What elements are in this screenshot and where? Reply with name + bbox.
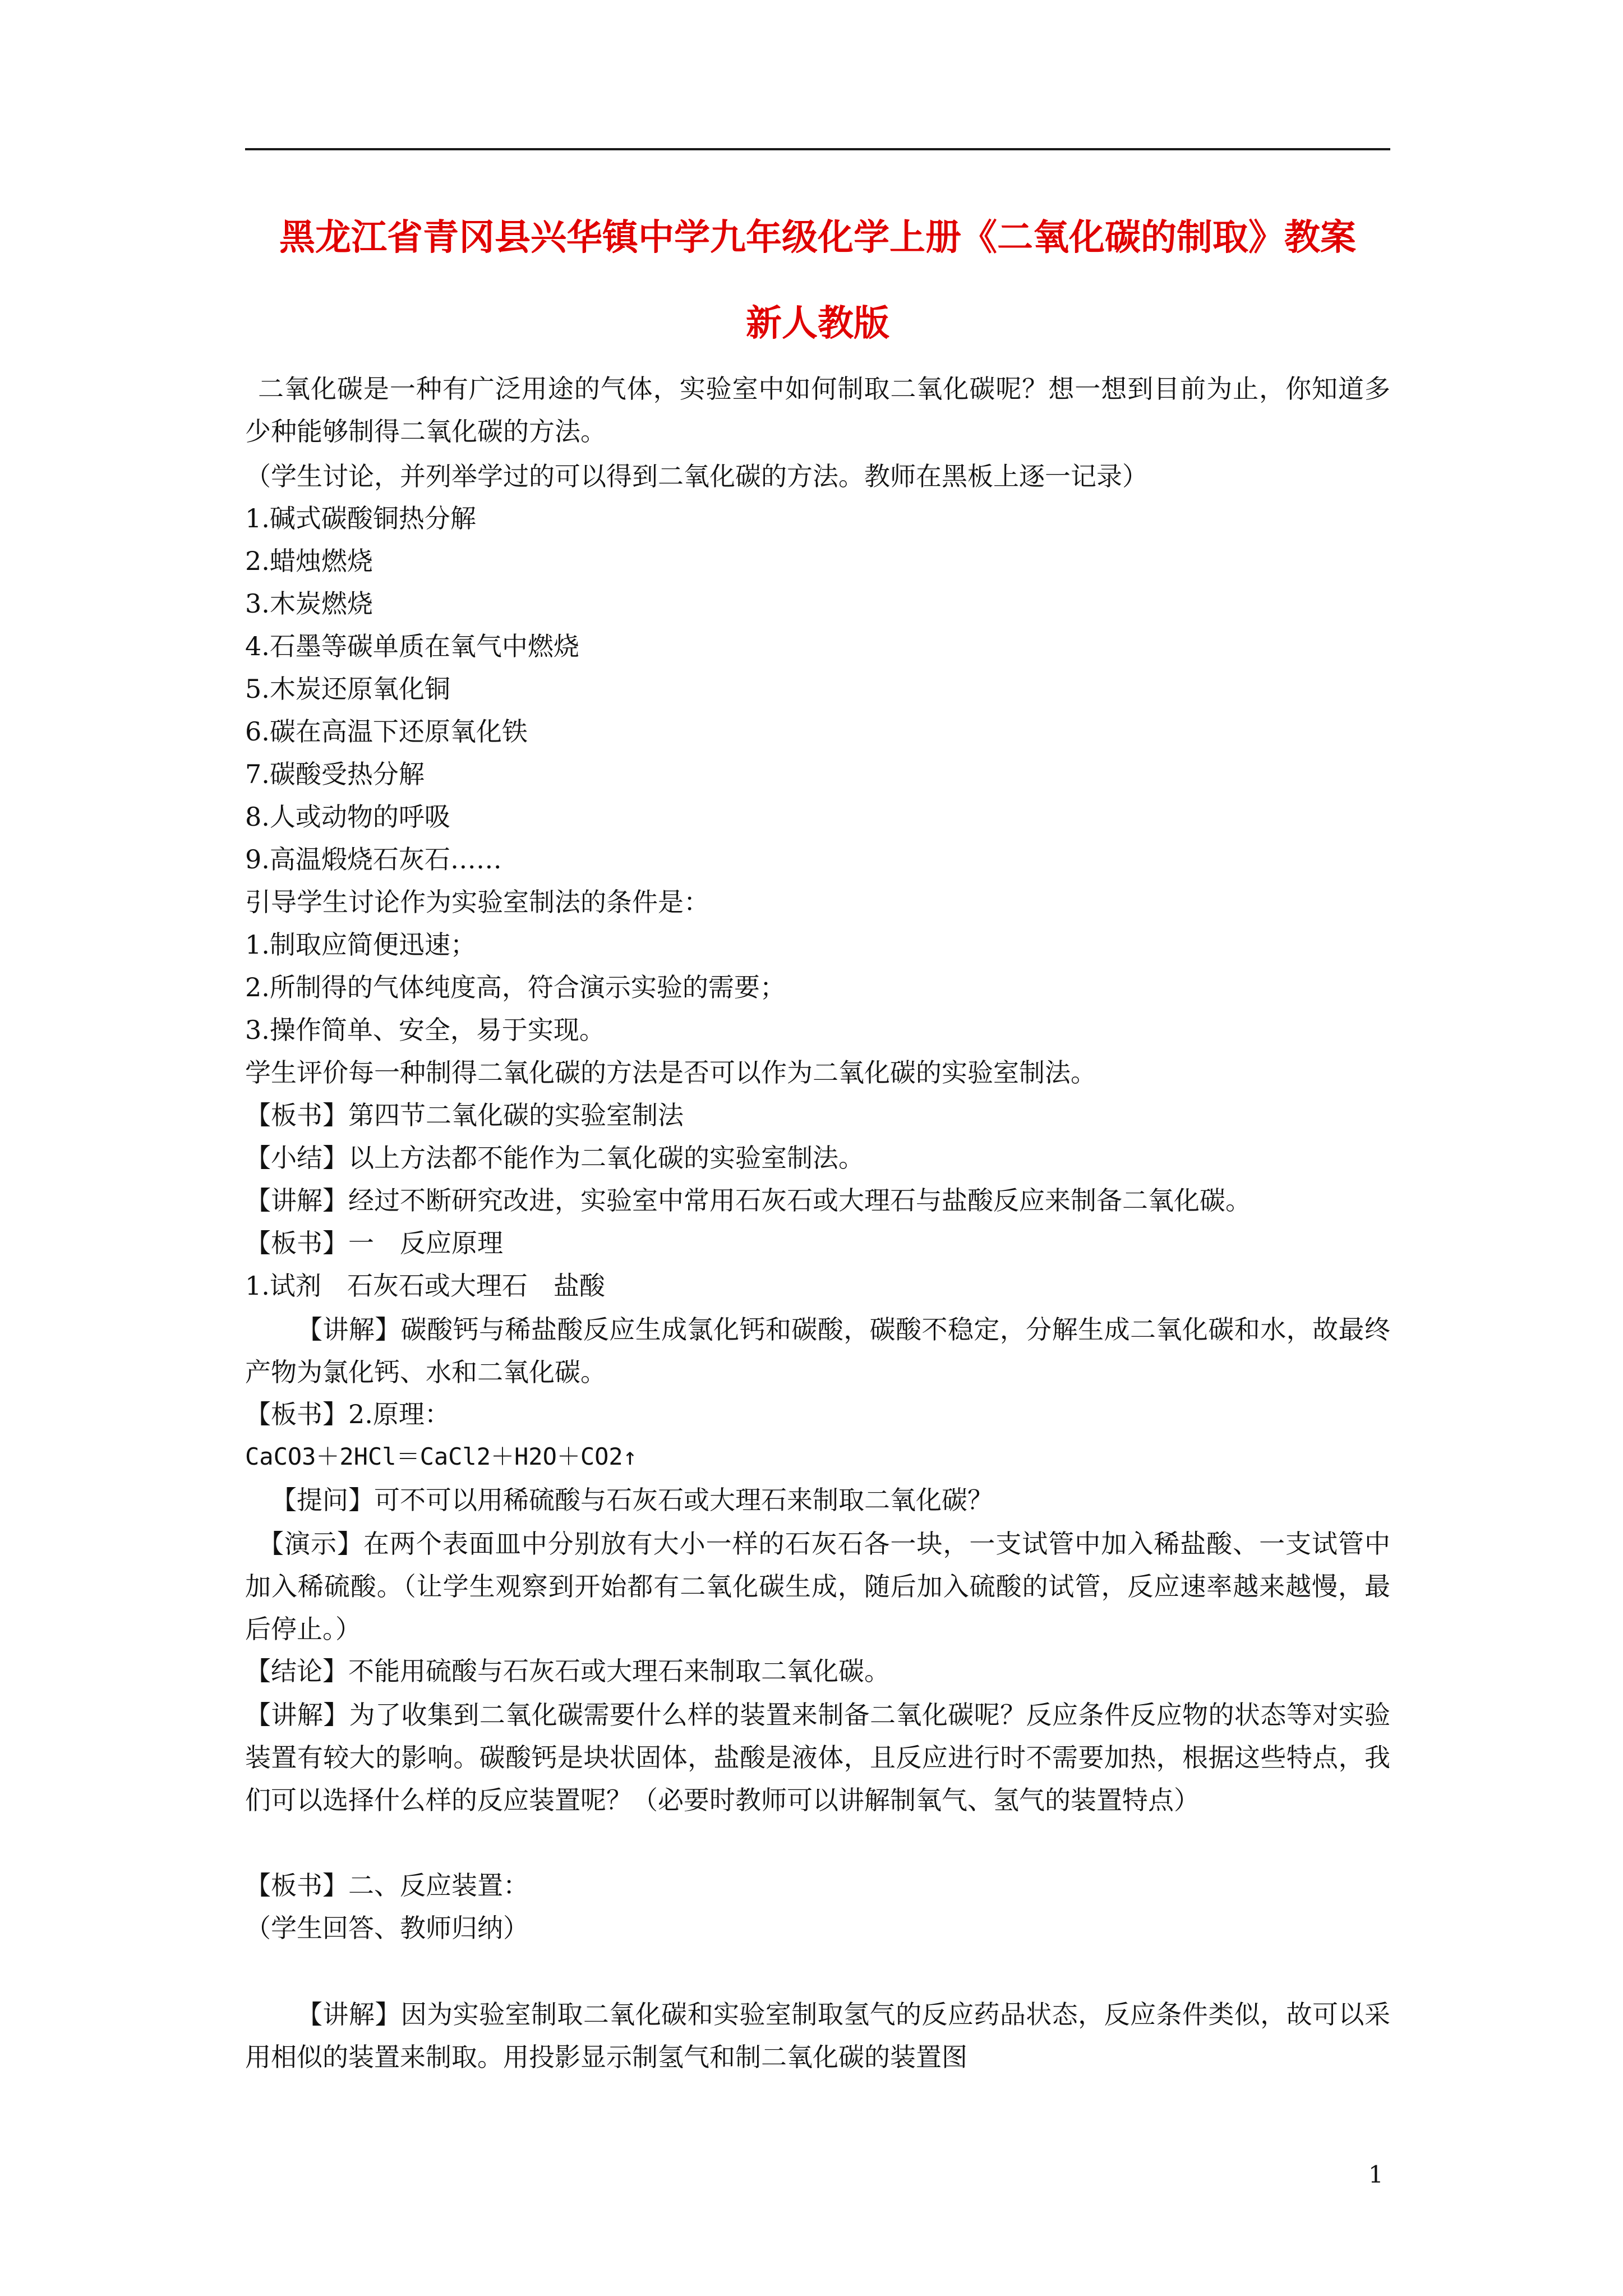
page-number: 1 [1368, 2161, 1384, 2188]
board-note-1: 【板书】第四节二氧化碳的实验室制法 [245, 1100, 684, 1130]
method-item-4: 4.石墨等碳单质在氧气中燃烧 [245, 631, 579, 661]
summary-note: 【小结】以上方法都不能作为二氧化碳的实验室制法。 [245, 1143, 864, 1173]
question-note: 【提问】可不可以用稀硫酸与石灰石或大理石来制取二氧化碳？ [271, 1485, 993, 1515]
intro-paragraph: 二氧化碳是一种有广泛用途的气体，实验室中如何制取二氧化碳呢？想一想到目前为止，你知道多少种能够制得二氧化碳的方法。 [245, 374, 1390, 447]
board-note-4: 【板书】二、反应装置： [245, 1870, 529, 1901]
explain-note-1: 【讲解】经过不断研究改进，实验室中常用石灰石或大理石与盐酸反应来制备二氧化碳。 [245, 1185, 1251, 1216]
method-item-9: 9.高温煅烧石灰石…… [245, 844, 502, 875]
reagents-line: 1.试剂 石灰石或大理石 盐酸 [245, 1271, 605, 1301]
document-title-line-2: 新人教版 [746, 303, 889, 344]
method-item-1: 1.碱式碳酸铜热分解 [245, 503, 476, 533]
method-item-2: 2.蜡烛燃烧 [245, 546, 373, 576]
conditions-intro: 引导学生讨论作为实验室制法的条件是： [245, 887, 709, 917]
answer-note: （学生回答、教师归纳） [245, 1913, 529, 1943]
method-item-5: 5.木炭还原氧化铜 [245, 674, 450, 704]
method-item-3: 3.木炭燃烧 [245, 588, 373, 619]
explain-note-2: 【讲解】碳酸钙与稀盐酸反应生成氯化钙和碳酸，碳酸不稳定，分解生成二氧化碳和水，故最终产物为氯化钙、水和二氧化碳。 [245, 1314, 1390, 1387]
method-item-8: 8.人或动物的呼吸 [245, 802, 450, 832]
document-title-line-1: 黑龙江省青冈县兴华镇中学九年级化学上册《二氧化碳的制取》教案 [279, 217, 1356, 259]
discussion-note: （学生讨论，并列举学过的可以得到二氧化碳的方法。教师在黑板上逐一记录） [245, 461, 1148, 491]
explain-note-3: 【讲解】为了收集到二氧化碳需要什么样的装置来制备二氧化碳呢？反应条件反应物的状态等对实验装置有较大的影响。碳酸钙是块状固体，盐酸是液体，且反应进行时不需要加热，根据这些特点，我们可以选择什么样的反应装置呢？（必要时教师可以讲解制氧气、氢气的装置特点） [245, 1700, 1390, 1815]
explain-note-4: 【讲解】因为实验室制取二氧化碳和实验室制取氢气的反应药品状态，反应条件类似，故可以采用相似的装置来制取。用投影显示制氢气和制二氧化碳的装置图 [245, 1999, 1390, 2072]
condition-item-2: 2.所制得的气体纯度高，符合演示实验的需要； [245, 972, 786, 1002]
demo-note: 【演示】在两个表面皿中分别放有大小一样的石灰石各一块，一支试管中加入稀盐酸、一支试管中加入稀硫酸。（让学生观察到开始都有二氧化碳生成，随后加入硫酸的试管，反应速率越来越慢，最后停止。） [245, 1529, 1390, 1644]
method-item-7: 7.碳酸受热分解 [245, 759, 425, 789]
board-note-2: 【板书】一 反应原理 [245, 1228, 503, 1258]
evaluate-paragraph: 学生评价每一种制得二氧化碳的方法是否可以作为二氧化碳的实验室制法。 [245, 1057, 1096, 1088]
condition-item-1: 1.制取应简便迅速； [245, 930, 476, 960]
conclusion-note: 【结论】不能用硫酸与石灰石或大理石来制取二氧化碳。 [245, 1656, 890, 1686]
chemical-equation: CaCO3＋2HCl＝CaCl2＋H2O＋CO2↑ [245, 1443, 638, 1470]
method-item-6: 6.碳在高温下还原氧化铁 [245, 716, 528, 747]
board-note-3: 【板书】2.原理： [245, 1399, 450, 1429]
header-rule [245, 148, 1390, 150]
condition-item-3: 3.操作简单、安全，易于实现。 [245, 1015, 605, 1045]
